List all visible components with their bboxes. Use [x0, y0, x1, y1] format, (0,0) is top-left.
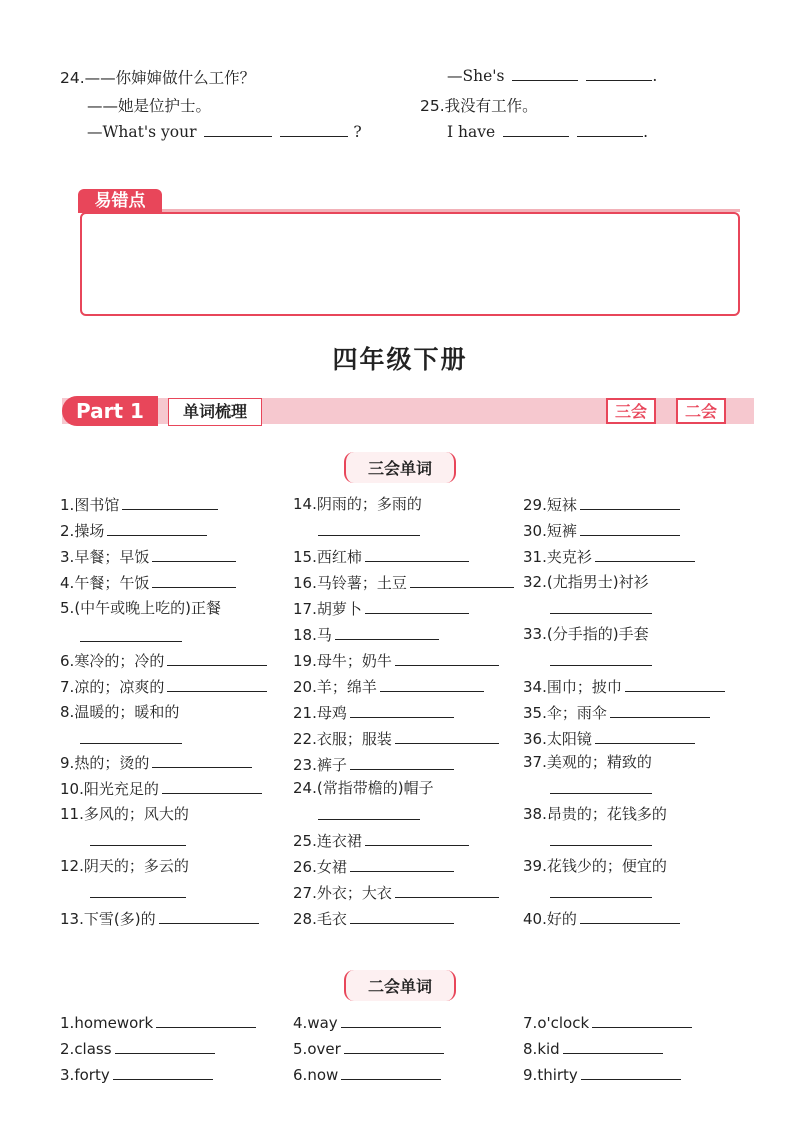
- answer-blank[interactable]: [581, 1065, 681, 1080]
- badge-san-hui: 三会: [606, 398, 656, 424]
- q24-cn-question: 24.——你婶婶做什么工作？: [60, 69, 256, 87]
- vocab-item: 4.way: [293, 1013, 441, 1032]
- vocab-item: 18.马: [293, 625, 439, 644]
- vocab-item: 6.寒冷的；冷的: [60, 651, 267, 670]
- vocab-item: 4.午餐；午饭: [60, 573, 236, 592]
- answer-blank[interactable]: [162, 779, 262, 794]
- vocab-item: 34.围巾；披巾: [523, 677, 725, 696]
- san-hui-heading: 三会单词: [0, 452, 800, 483]
- vocab-item: 33.(分手指的)手套: [523, 625, 649, 643]
- answer-blank[interactable]: [115, 1039, 215, 1054]
- grade-title: 四年级下册: [332, 345, 468, 374]
- answer-blank[interactable]: [341, 1013, 441, 1028]
- answer-blank[interactable]: [280, 122, 348, 137]
- vocab-item: 13.下雪(多)的: [60, 909, 259, 928]
- answer-blank[interactable]: [344, 1039, 444, 1054]
- answer-blank[interactable]: [550, 896, 652, 898]
- vocab-item: 26.女裙: [293, 857, 454, 876]
- q24-en-answer: —She's .: [447, 67, 658, 85]
- vocab-item: 8.kid: [523, 1039, 663, 1058]
- answer-blank[interactable]: [586, 66, 652, 81]
- answer-blank[interactable]: [167, 677, 267, 692]
- vocab-item: 2.class: [60, 1039, 215, 1058]
- vocab-item: 7.o'clock: [523, 1013, 692, 1032]
- vocab-item: 6.now: [293, 1065, 441, 1084]
- answer-blank[interactable]: [107, 521, 207, 536]
- vocab-item: 3.forty: [60, 1065, 213, 1084]
- answer-blank[interactable]: [156, 1013, 256, 1028]
- vocab-item: 5.over: [293, 1039, 444, 1058]
- answer-blank[interactable]: [395, 729, 499, 744]
- answer-blank[interactable]: [113, 1065, 213, 1080]
- vocab-item: 20.羊；绵羊: [293, 677, 484, 696]
- vocab-item: 11.多风的；风大的: [60, 805, 189, 823]
- answer-blank[interactable]: [167, 651, 267, 666]
- answer-blank[interactable]: [625, 677, 725, 692]
- vocab-item: 32.(尤指男士)衬衫: [523, 573, 649, 591]
- answer-blank[interactable]: [350, 857, 454, 872]
- vocab-item: 15.西红柿: [293, 547, 469, 566]
- answer-blank[interactable]: [580, 909, 680, 924]
- answer-blank[interactable]: [410, 573, 514, 588]
- er-hui-heading: 二会单词: [0, 970, 800, 1001]
- vocab-item: 31.夹克衫: [523, 547, 695, 566]
- answer-blank[interactable]: [580, 521, 680, 536]
- answer-blank[interactable]: [550, 792, 652, 794]
- answer-blank[interactable]: [365, 831, 469, 846]
- answer-blank[interactable]: [80, 640, 182, 642]
- vocab-item: 10.阳光充足的: [60, 779, 262, 798]
- answer-blank[interactable]: [159, 909, 259, 924]
- q25-cn: 25.我没有工作。: [420, 97, 538, 115]
- answer-blank[interactable]: [90, 896, 186, 898]
- answer-blank[interactable]: [152, 573, 236, 588]
- vocab-item: 24.(常指带檐的)帽子: [293, 779, 434, 797]
- vocab-item: 30.短裤: [523, 521, 680, 540]
- answer-blank[interactable]: [318, 818, 420, 820]
- answer-blank[interactable]: [365, 547, 469, 562]
- vocab-item: 25.连衣裙: [293, 831, 469, 850]
- vocab-item: 23.裤子: [293, 755, 454, 774]
- vocab-item: 19.母牛；奶牛: [293, 651, 499, 670]
- answer-blank[interactable]: [152, 753, 252, 768]
- answer-blank[interactable]: [580, 495, 680, 510]
- answer-blank[interactable]: [550, 612, 652, 614]
- error-notes-box[interactable]: [80, 212, 740, 316]
- answer-blank[interactable]: [503, 122, 569, 137]
- answer-blank[interactable]: [380, 677, 484, 692]
- answer-blank[interactable]: [512, 66, 578, 81]
- vocab-item: 37.美观的；精致的: [523, 753, 652, 771]
- q24-en-question: —What's your ?: [87, 123, 362, 141]
- vocab-item: 29.短袜: [523, 495, 680, 514]
- answer-blank[interactable]: [610, 703, 710, 718]
- vocab-item: 1.homework: [60, 1013, 256, 1032]
- vocab-item: 38.昂贵的；花钱多的: [523, 805, 667, 823]
- answer-blank[interactable]: [550, 844, 652, 846]
- answer-blank[interactable]: [335, 625, 439, 640]
- vocab-item: 22.衣服；服装: [293, 729, 499, 748]
- answer-blank[interactable]: [395, 651, 499, 666]
- vocab-item: 12.阴天的；多云的: [60, 857, 189, 875]
- answer-blank[interactable]: [350, 703, 454, 718]
- vocab-item: 8.温暖的；暖和的: [60, 703, 180, 721]
- answer-blank[interactable]: [595, 729, 695, 744]
- answer-blank[interactable]: [318, 534, 420, 536]
- answer-blank[interactable]: [592, 1013, 692, 1028]
- answer-blank[interactable]: [350, 909, 454, 924]
- error-box-tab: 易错点: [78, 189, 162, 213]
- vocab-item: 1.图书馆: [60, 495, 218, 514]
- answer-blank[interactable]: [395, 883, 499, 898]
- vocab-item: 27.外衣；大衣: [293, 883, 499, 902]
- part-pill: Part 1: [62, 396, 158, 426]
- answer-blank[interactable]: [204, 122, 272, 137]
- answer-blank[interactable]: [365, 599, 469, 614]
- vocab-item: 39.花钱少的；便宜的: [523, 857, 667, 875]
- vocab-item: 36.太阳镜: [523, 729, 695, 748]
- vocab-item: 5.(中午或晚上吃的)正餐: [60, 599, 222, 617]
- answer-blank[interactable]: [550, 664, 652, 666]
- answer-blank[interactable]: [90, 844, 186, 846]
- vocab-item: 17.胡萝卜: [293, 599, 469, 618]
- answer-blank[interactable]: [341, 1065, 441, 1080]
- part-label: 单词梳理: [168, 398, 262, 426]
- badge-er-hui: 二会: [676, 398, 726, 424]
- answer-blank[interactable]: [122, 495, 218, 510]
- vocab-item: 9.thirty: [523, 1065, 681, 1084]
- q24-cn-answer: ——她是位护士。: [87, 97, 212, 115]
- answer-blank[interactable]: [80, 742, 182, 744]
- vocab-item: 40.好的: [523, 909, 680, 928]
- vocab-item: 16.马铃薯；土豆: [293, 573, 514, 592]
- answer-blank[interactable]: [350, 755, 454, 770]
- vocab-item: 21.母鸡: [293, 703, 454, 722]
- vocab-item: 7.凉的；凉爽的: [60, 677, 267, 696]
- answer-blank[interactable]: [152, 547, 236, 562]
- vocab-item: 28.毛衣: [293, 909, 454, 928]
- vocab-item: 2.操场: [60, 521, 207, 540]
- answer-blank[interactable]: [577, 122, 643, 137]
- vocab-item: 14.阴雨的；多雨的: [293, 495, 422, 513]
- vocab-item: 35.伞；雨伞: [523, 703, 710, 722]
- vocab-item: 9.热的；烫的: [60, 753, 252, 772]
- q25-en: I have .: [447, 123, 649, 141]
- answer-blank[interactable]: [563, 1039, 663, 1054]
- answer-blank[interactable]: [595, 547, 695, 562]
- vocab-item: 3.早餐；早饭: [60, 547, 236, 566]
